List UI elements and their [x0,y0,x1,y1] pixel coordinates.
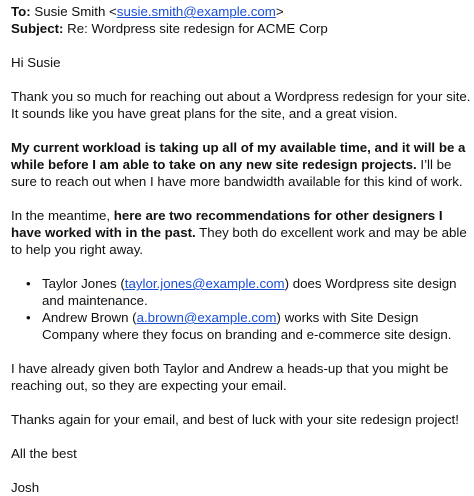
recipient-close: > [275,4,284,19]
rec-name: Taylor Jones ( [42,276,125,291]
closing: All the best [11,446,77,461]
paragraph-workload [11,139,471,190]
paragraph-thanks-again: Thanks again for your email, and best of luck with your site redesign project! [11,412,459,427]
subject-line [11,20,471,37]
subject-text: Re: Wordpress site redesign for ACME Corp [67,21,328,36]
greeting: Hi Susie [11,55,61,70]
rec-email-link[interactable]: a.brown@example.com [136,310,277,325]
intro-start: In the meantime, [11,208,114,223]
to-line [11,3,471,20]
subject-label: Subject: [11,21,64,36]
intro-rest: They both do excellent work and may be able to help you right away. [11,225,467,257]
rec-desc: ) does Wordpress site design and maintenance. [42,276,457,308]
list-item [11,275,471,309]
recommendations-list [11,275,471,343]
list-item [11,309,471,343]
signature: Josh [11,480,40,495]
paragraph-thanks: Thank you so much for reaching out about a Wordpress redesign for your site. It sounds like you have great plans for the site, and a great vision. [11,89,471,121]
bullet-icon: • [26,310,31,325]
rec-email-link[interactable]: taylor.jones@example.com [124,276,285,291]
paragraph-heads-up: I have already given both Taylor and Andrew a heads-up that you might be reaching out, so they are expecting your email. [11,361,449,393]
workload-rest: I’ll be sure to reach out when I have more bandwidth available for this kind of work. [11,157,463,189]
rec-desc: ) works with Site Design Company where they focus on branding and e-commerce site design. [42,310,452,342]
intro-bold: here are two recommendations for other designers I have worked with in the past. [11,208,443,240]
bullet-icon: • [26,276,31,291]
to-label: To: [11,4,31,19]
recipient-name: Susie Smith < [34,4,117,19]
paragraph-recommendations-intro [11,207,471,258]
rec-name: Andrew Brown ( [42,310,137,325]
workload-bold: My current workload is taking up all of my available time, and it will be a while before I am able to take on any new site redesign projects. [11,140,466,172]
email-message [11,3,471,496]
recipient-email-link[interactable]: susie.smith@example.com [116,4,276,19]
